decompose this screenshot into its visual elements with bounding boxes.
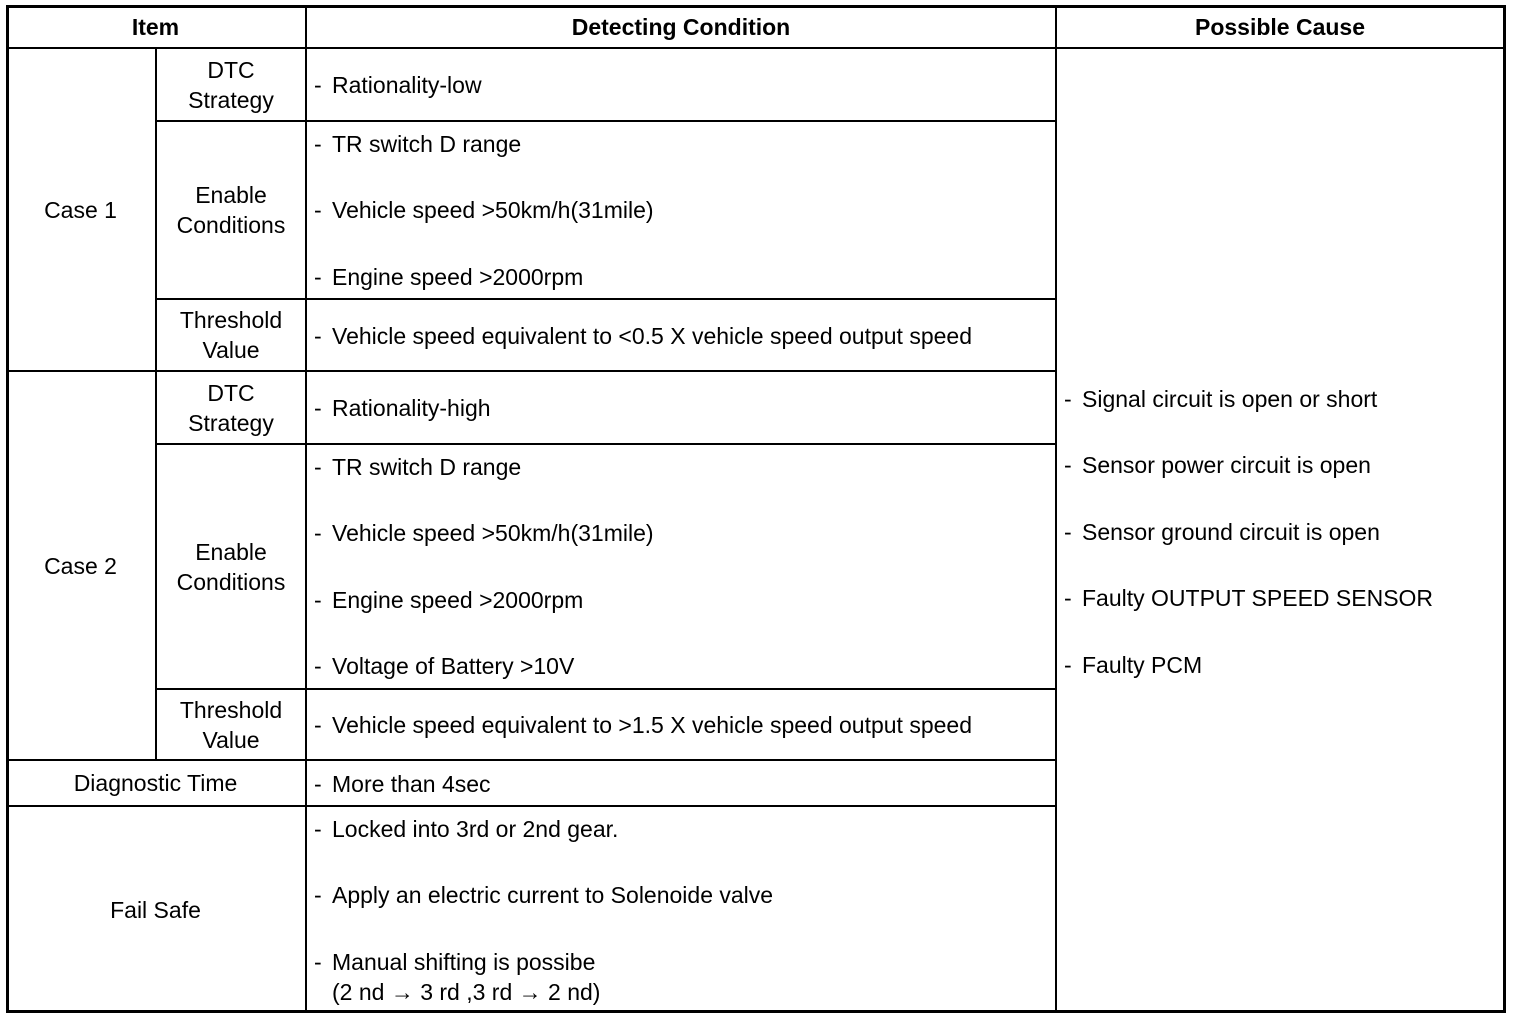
value-text: Rationality-high: [332, 395, 491, 421]
case1-label: Case 1: [44, 196, 117, 223]
label-line: DTC: [207, 379, 255, 406]
header-detecting-condition: [307, 8, 1055, 47]
bullet: -: [1064, 519, 1072, 545]
cause-text: Sensor ground circuit is open: [1082, 519, 1380, 545]
column-divider: [1055, 5, 1057, 1013]
header-possible-cause-label: Possible Cause: [1194, 14, 1366, 40]
fail-safe-text: Locked into 3rd or 2nd gear.: [332, 816, 619, 842]
possible-cause-item: [1064, 384, 1377, 414]
cause-text: Faulty PCM: [1082, 652, 1203, 678]
bullet: -: [314, 72, 322, 98]
case1-enable-condition-item: [314, 195, 654, 225]
case1-dtc-strategy-value: [314, 70, 482, 100]
condition-text: Vehicle speed >50km/h(31mile): [332, 520, 654, 546]
bullet: -: [314, 712, 322, 738]
label-line: Threshold: [179, 696, 283, 723]
case1-label-cell: [6, 49, 155, 370]
label-line: Threshold: [179, 307, 283, 333]
fail-safe-label: [6, 807, 305, 1013]
label-line: Strategy: [188, 86, 274, 113]
bullet: -: [1064, 585, 1072, 611]
value-text: Vehicle speed equivalent to >1.5 X vehicle speed output speed: [332, 712, 973, 738]
bullet: -: [314, 454, 322, 480]
label-line: DTC: [207, 56, 255, 83]
case2-threshold-value: [314, 710, 972, 740]
value-text: Vehicle speed equivalent to <0.5 X vehicle speed output speed: [332, 323, 973, 349]
bullet: -: [314, 653, 322, 679]
label-line: Conditions: [176, 212, 286, 238]
fail-safe-item: [314, 814, 618, 844]
possible-cause-item: [1064, 517, 1380, 547]
condition-text: Voltage of Battery >10V: [332, 653, 575, 679]
condition-text: TR switch D range: [332, 454, 522, 480]
case2-label: Case 2: [44, 552, 117, 579]
bullet: -: [1064, 652, 1072, 678]
case1-enable-conditions-label: [157, 122, 305, 298]
fail-safe-text: Manual shifting is possibe: [332, 949, 596, 975]
label-text: Fail Safe: [110, 897, 201, 923]
case2-enable-condition-item: [314, 585, 583, 615]
condition-text: TR switch D range: [332, 131, 522, 157]
label-line: Enable: [195, 538, 267, 565]
cause-text: Faulty OUTPUT SPEED SENSOR: [1082, 585, 1434, 611]
case1-enable-condition-item: [314, 262, 583, 292]
case1-threshold-value-label: [157, 300, 305, 370]
case1-enable-condition-item: [314, 129, 521, 159]
condition-text: Engine speed >2000rpm: [332, 587, 584, 613]
label-text: Diagnostic Time: [73, 770, 238, 796]
bullet: -: [314, 771, 322, 797]
value-text: Rationality-low: [332, 72, 482, 98]
fail-safe-item-continuation: [314, 977, 600, 1007]
case2-label-cell: [6, 372, 155, 759]
bullet: -: [314, 816, 322, 842]
fail-safe-text: (2 nd → 3 rd ,3 rd → 2 nd): [332, 979, 601, 1005]
label-line: Value: [202, 337, 260, 363]
header-detecting-condition-label: Detecting Condition: [571, 14, 791, 40]
header-possible-cause: [1057, 8, 1503, 47]
diagnostic-time-label: [6, 761, 305, 805]
possible-cause-item: [1064, 583, 1433, 613]
condition-text: Engine speed >2000rpm: [332, 264, 584, 290]
bullet: -: [314, 882, 322, 908]
cause-text: Signal circuit is open or short: [1082, 386, 1378, 412]
bullet: -: [314, 131, 322, 157]
bullet: -: [314, 949, 322, 975]
case2-enable-condition-item: [314, 518, 654, 548]
cause-text: Sensor power circuit is open: [1082, 452, 1371, 478]
label-line: Value: [202, 726, 260, 753]
bullet: -: [1064, 386, 1072, 412]
label-line: Strategy: [188, 409, 274, 436]
fail-safe-text: Apply an electric current to Solenoide valve: [332, 882, 774, 908]
case2-dtc-strategy-value: [314, 393, 491, 423]
possible-cause-item: [1064, 650, 1202, 680]
bullet: -: [314, 587, 322, 613]
case2-threshold-value-label: [157, 690, 305, 759]
column-divider: [305, 5, 307, 1013]
case2-enable-condition-item: [314, 452, 521, 482]
label-line: Enable: [195, 182, 267, 208]
fail-safe-item: [314, 947, 595, 977]
condition-text: Vehicle speed >50km/h(31mile): [332, 197, 654, 223]
case2-enable-conditions-label: [157, 445, 305, 688]
bullet: -: [314, 395, 322, 421]
label-line: Conditions: [176, 568, 286, 595]
bullet: -: [314, 323, 322, 349]
case1-threshold-value: [314, 321, 972, 351]
case2-dtc-strategy-label: [157, 372, 305, 443]
header-item: [6, 8, 305, 47]
case2-enable-condition-item: [314, 651, 574, 681]
fail-safe-item: [314, 880, 773, 910]
bullet: -: [314, 197, 322, 223]
bullet: -: [314, 520, 322, 546]
possible-cause-item: [1064, 450, 1371, 480]
bullet: -: [314, 264, 322, 290]
bullet: -: [1064, 452, 1072, 478]
header-item-label: Item: [131, 14, 180, 40]
diagnostic-time-value: [314, 769, 491, 799]
value-text: More than 4sec: [332, 771, 491, 797]
case1-dtc-strategy-label: [157, 49, 305, 120]
